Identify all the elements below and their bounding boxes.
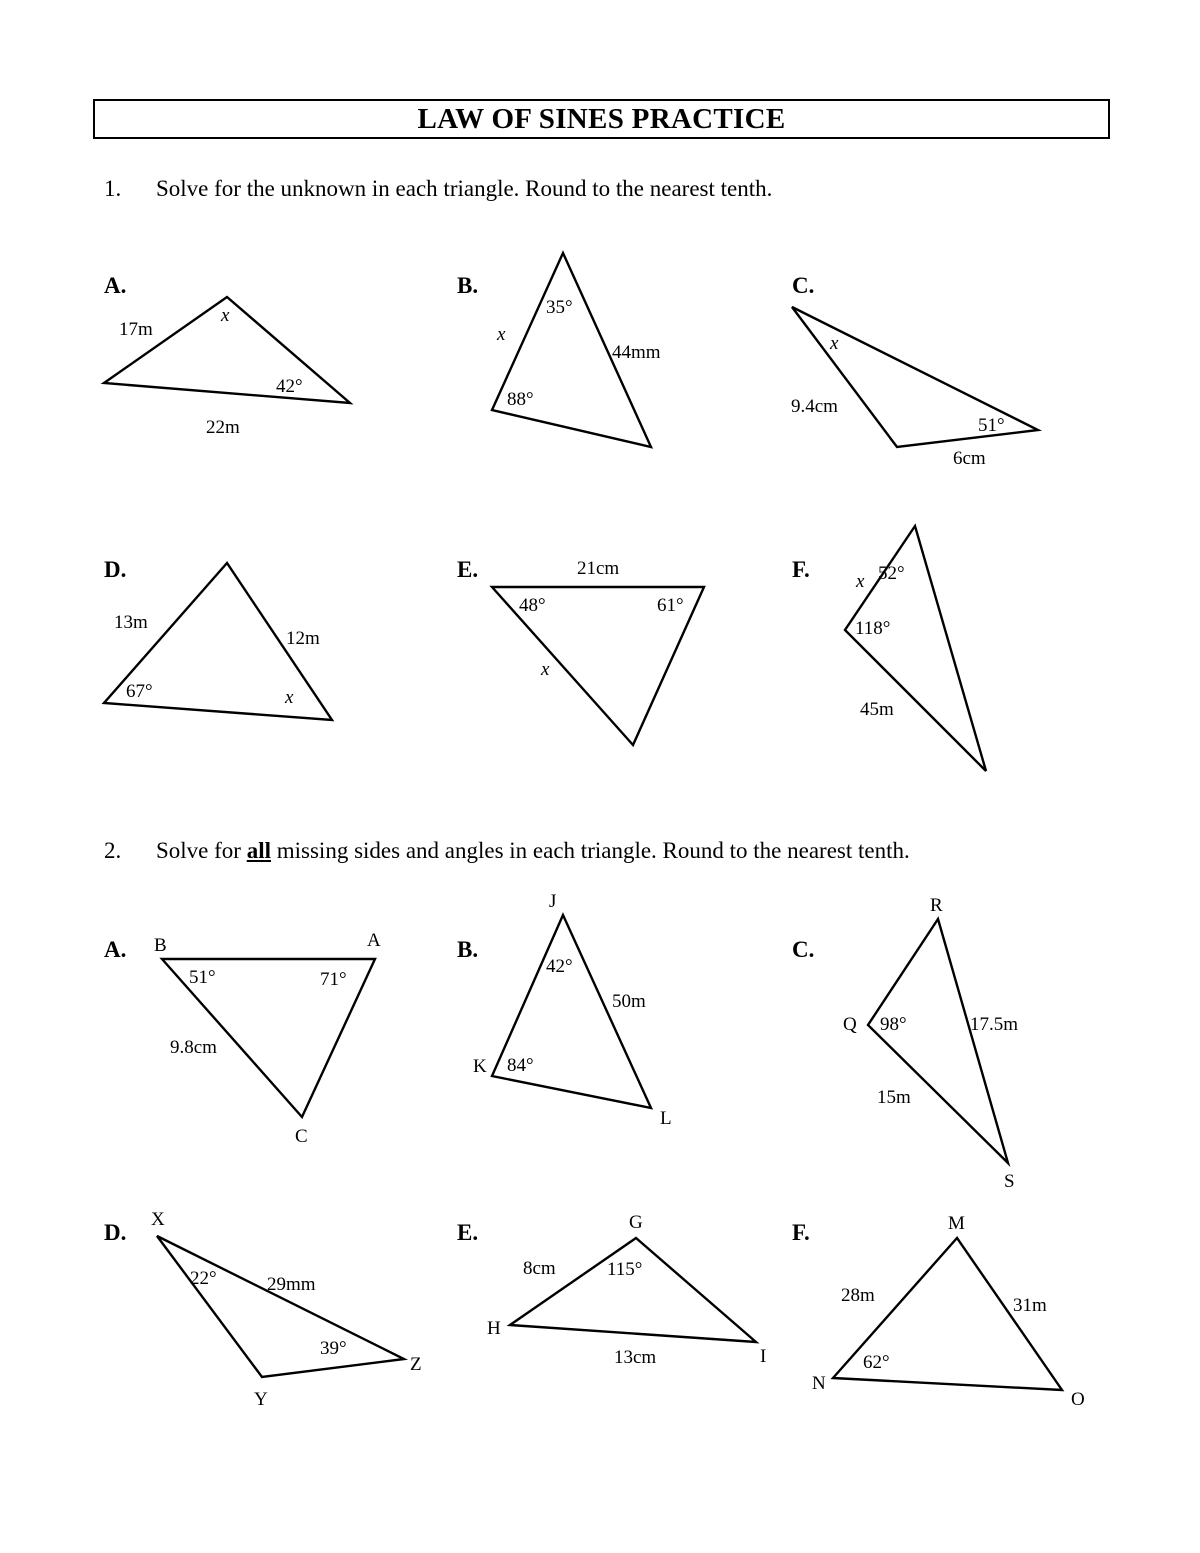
problem-label: E. <box>457 557 479 582</box>
vertex-label: N <box>812 1373 826 1394</box>
vertex-label: S <box>1004 1171 1015 1192</box>
vertex-label: J <box>549 891 557 912</box>
side-label: 17.5m <box>970 1014 1019 1035</box>
angle-label: 84° <box>507 1055 534 1076</box>
vertex-label: M <box>948 1213 965 1234</box>
angle-label: 52° <box>878 563 905 584</box>
vertex-label: O <box>1071 1389 1085 1410</box>
q2-problem-d <box>104 1209 422 1410</box>
angle-label: 48° <box>519 595 546 616</box>
side-label: 21cm <box>577 558 620 579</box>
triangle-2d <box>157 1236 404 1377</box>
vertex-label: Z <box>410 1354 422 1375</box>
problem-label: C. <box>792 273 815 298</box>
q1-problem-b <box>457 253 661 447</box>
unknown-label: x <box>830 333 839 354</box>
vertex-label: B <box>154 935 167 956</box>
angle-label: 71° <box>320 969 347 990</box>
angle-label: 98° <box>880 1014 907 1035</box>
q2-problem-e <box>457 1212 766 1368</box>
q2-problem-c <box>792 895 1018 1192</box>
angle-label: 115° <box>607 1259 643 1280</box>
unknown-label: x <box>497 324 506 345</box>
side-label: 9.8cm <box>170 1037 217 1058</box>
emphasis-all: all <box>246 838 271 863</box>
angle-label: 35° <box>546 297 573 318</box>
side-label: 9.4cm <box>791 396 838 417</box>
question-1-number: 1. <box>104 176 122 201</box>
unknown-label: x <box>285 687 294 708</box>
question-2-number: 2. <box>104 838 122 863</box>
angle-label: 22° <box>190 1268 217 1289</box>
angle-label: 61° <box>657 595 684 616</box>
side-label: 29mm <box>267 1274 316 1295</box>
q1-problem-f <box>792 526 986 771</box>
question-1-text: Solve for the unknown in each triangle. Round to the nearest tenth. <box>156 176 773 201</box>
side-label: 6cm <box>953 448 986 469</box>
vertex-label: Q <box>843 1014 857 1035</box>
angle-label: 88° <box>507 389 534 410</box>
angle-label: 67° <box>126 681 153 702</box>
problem-label: F. <box>792 557 810 582</box>
vertex-label: K <box>473 1056 487 1077</box>
vertex-label: H <box>487 1318 501 1339</box>
question-2-text: Solve for all missing sides and angles in each triangle. Round to the nearest tenth. <box>156 838 910 863</box>
unknown-label: x <box>856 571 865 592</box>
problem-label: B. <box>457 937 479 962</box>
side-label: 15m <box>877 1087 911 1108</box>
problem-label: F. <box>792 1220 810 1245</box>
vertex-label: Y <box>254 1389 268 1410</box>
side-label: 22m <box>206 417 240 438</box>
problem-label: D. <box>104 1220 127 1245</box>
page-title: LAW OF SINES PRACTICE <box>417 102 786 135</box>
angle-label: 42° <box>546 956 573 977</box>
q1-problem-a <box>104 273 350 438</box>
angle-label: 51° <box>189 967 216 988</box>
angle-label: 118° <box>855 618 891 639</box>
vertex-label: G <box>629 1212 643 1233</box>
problem-label: D. <box>104 557 127 582</box>
q1-problem-d <box>104 557 332 720</box>
side-label: 31m <box>1013 1295 1047 1316</box>
vertex-label: R <box>930 895 943 916</box>
side-label: 17m <box>119 319 153 340</box>
angle-label: 62° <box>863 1352 890 1373</box>
side-label: 50m <box>612 991 646 1012</box>
side-label: 13m <box>114 612 148 633</box>
triangle-2e <box>510 1238 756 1342</box>
side-label: 8cm <box>523 1258 556 1279</box>
problem-label: C. <box>792 937 815 962</box>
side-label: 13cm <box>614 1347 657 1368</box>
problem-label: B. <box>457 273 479 298</box>
triangle-2c <box>868 919 1008 1163</box>
unknown-label: x <box>541 659 550 680</box>
side-label: 45m <box>860 699 894 720</box>
vertex-label: X <box>151 1209 165 1230</box>
q1-problem-c <box>791 273 1038 469</box>
angle-label: 51° <box>978 415 1005 436</box>
side-label: 28m <box>841 1285 875 1306</box>
vertex-label: C <box>295 1126 308 1147</box>
vertex-label: L <box>660 1108 672 1129</box>
q1-problem-e <box>457 557 704 745</box>
vertex-label: A <box>367 930 381 951</box>
q2-problem-a <box>104 930 381 1147</box>
angle-label: 42° <box>276 376 303 397</box>
unknown-label: x <box>221 305 230 326</box>
side-label: 12m <box>286 628 320 649</box>
q2-problem-f <box>792 1213 1085 1410</box>
vertex-label: I <box>760 1346 767 1367</box>
problem-label: A. <box>104 937 127 962</box>
problem-label: A. <box>104 273 127 298</box>
angle-label: 39° <box>320 1338 347 1359</box>
problem-label: E. <box>457 1220 479 1245</box>
triangle-1f <box>845 526 986 771</box>
side-label: 44mm <box>612 342 661 363</box>
q2-problem-b <box>457 891 672 1129</box>
